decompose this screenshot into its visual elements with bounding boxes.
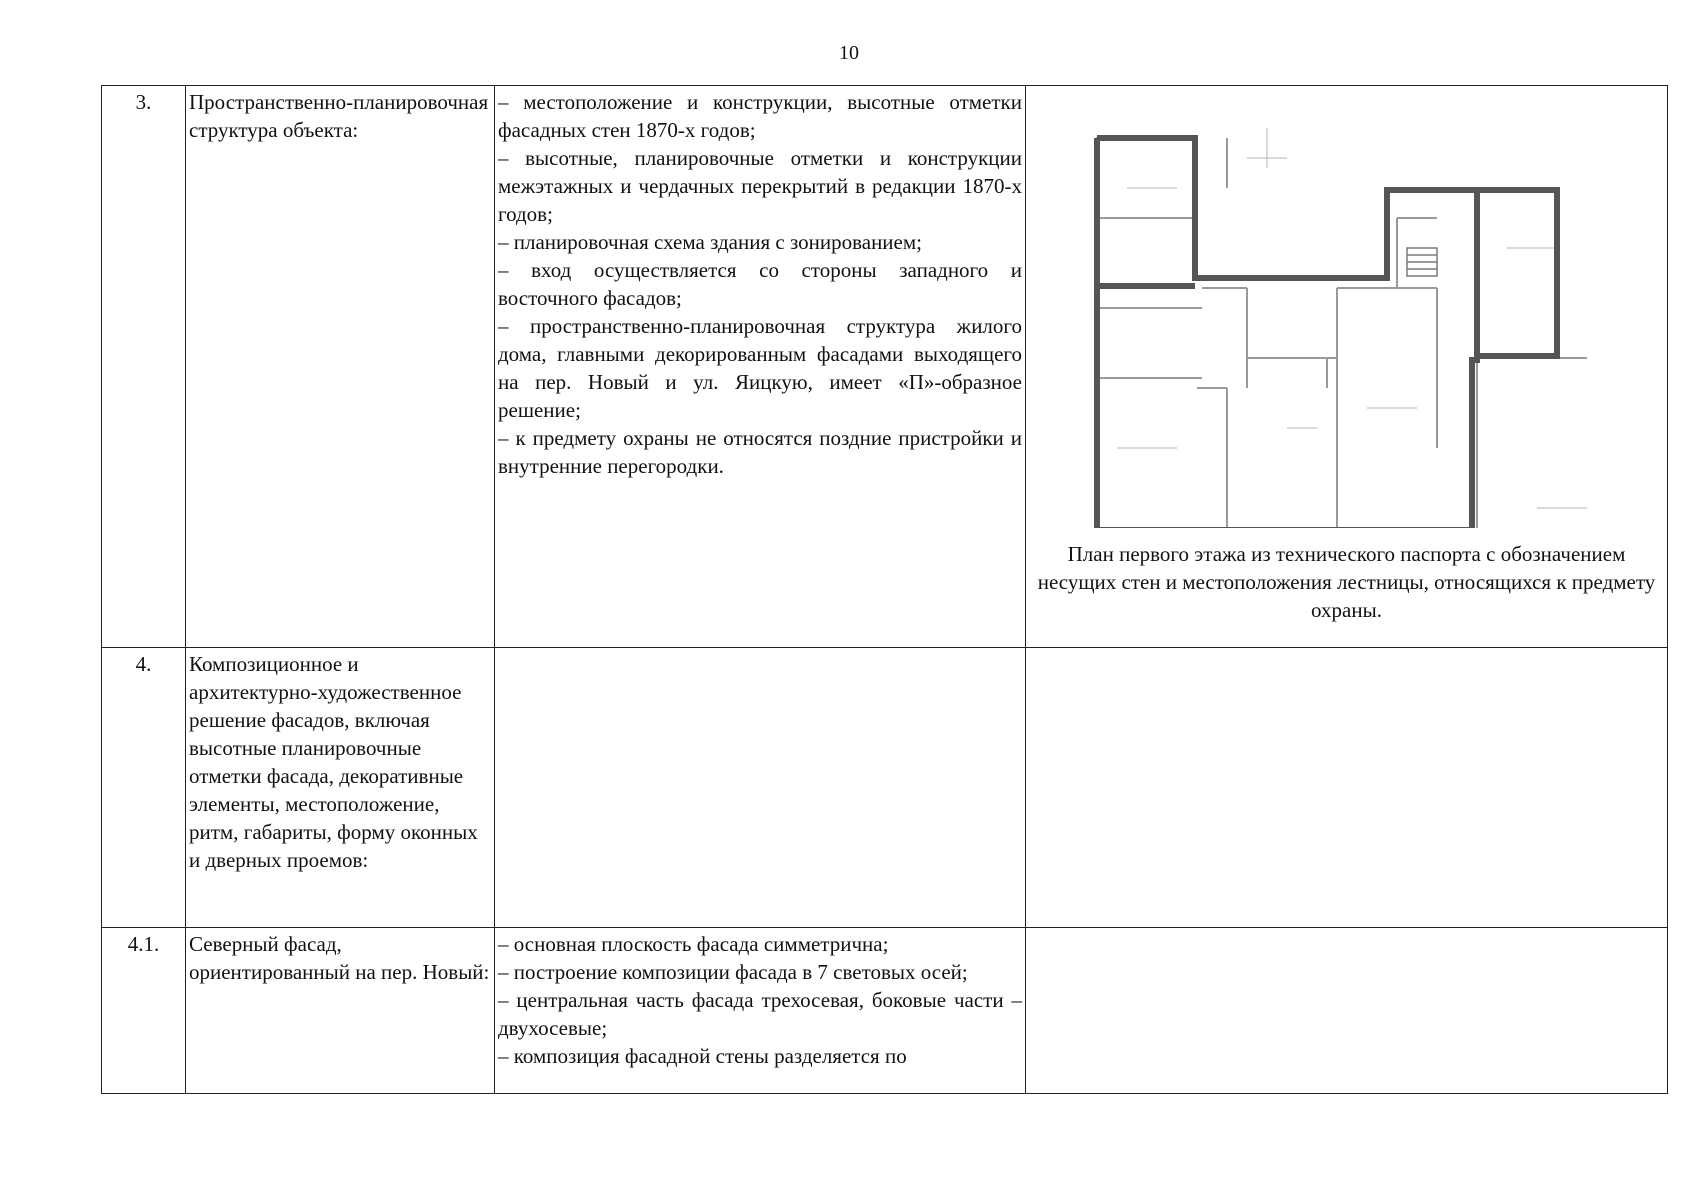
row-name: Северный фасад, ориентированный на пер. Новый: bbox=[186, 928, 495, 1094]
image-cell bbox=[1026, 928, 1668, 1094]
list-item: – планировочная схема здания с зонированием; bbox=[498, 230, 922, 254]
image-cell bbox=[1026, 86, 1668, 648]
row-number: 4.1. bbox=[102, 928, 186, 1094]
image-cell bbox=[1026, 648, 1668, 928]
list-item: – основная плоскость фасада симметрична; bbox=[498, 932, 889, 956]
list-item: – центральная часть фасада трехосевая, боковые части – двухосевые; bbox=[498, 988, 1022, 1040]
list-item: – местоположение и конструкции, высотные отметки фасадных стен 1870-х годов; bbox=[498, 90, 1022, 142]
floor-plan-caption: План первого этажа из технического паспорта с обозначением несущих стен и местоположения лестницы, относящихся к предмету охраны. bbox=[1037, 542, 1656, 622]
row-name: Композиционное и архитектурно-художественное решение фасадов, включая высотные планировочные отметки фасада, декоративные элементы, местоположение, ритм, габариты, форму оконных и дверных проемов: bbox=[186, 648, 495, 928]
list-item: – высотные, планировочные отметки и конструкции межэтажных и чердачных перекрытий в редакции 1870-х годов; bbox=[498, 146, 1022, 226]
floor-plan-image bbox=[1087, 128, 1607, 528]
table-row bbox=[102, 928, 1668, 1094]
list-item: – пространственно-планировочная структура жилого дома, главными декорированным фасадами выходящего на пер. Новый и ул. Яицкую, имеет «П»-образное решение; bbox=[498, 314, 1022, 422]
list-item: – построение композиции фасада в 7 световых осей; bbox=[498, 960, 968, 984]
row-number: 3. bbox=[102, 86, 186, 648]
protection-subject-table bbox=[101, 85, 1668, 1094]
list-item: – вход осуществляется со стороны западного и восточного фасадов; bbox=[498, 258, 1022, 310]
row-content bbox=[495, 928, 1026, 1094]
row-number: 4. bbox=[102, 648, 186, 928]
table-row bbox=[102, 86, 1668, 648]
table-row bbox=[102, 648, 1668, 928]
page-number: 10 bbox=[839, 42, 859, 64]
list-item: – композиция фасадной стены разделяется по bbox=[498, 1044, 907, 1068]
row-name: Пространственно-планировочная структура объекта: bbox=[186, 86, 495, 648]
row-content bbox=[495, 648, 1026, 928]
row-content bbox=[495, 86, 1026, 648]
list-item: – к предмету охраны не относятся поздние пристройки и внутренние перегородки. bbox=[498, 426, 1022, 478]
